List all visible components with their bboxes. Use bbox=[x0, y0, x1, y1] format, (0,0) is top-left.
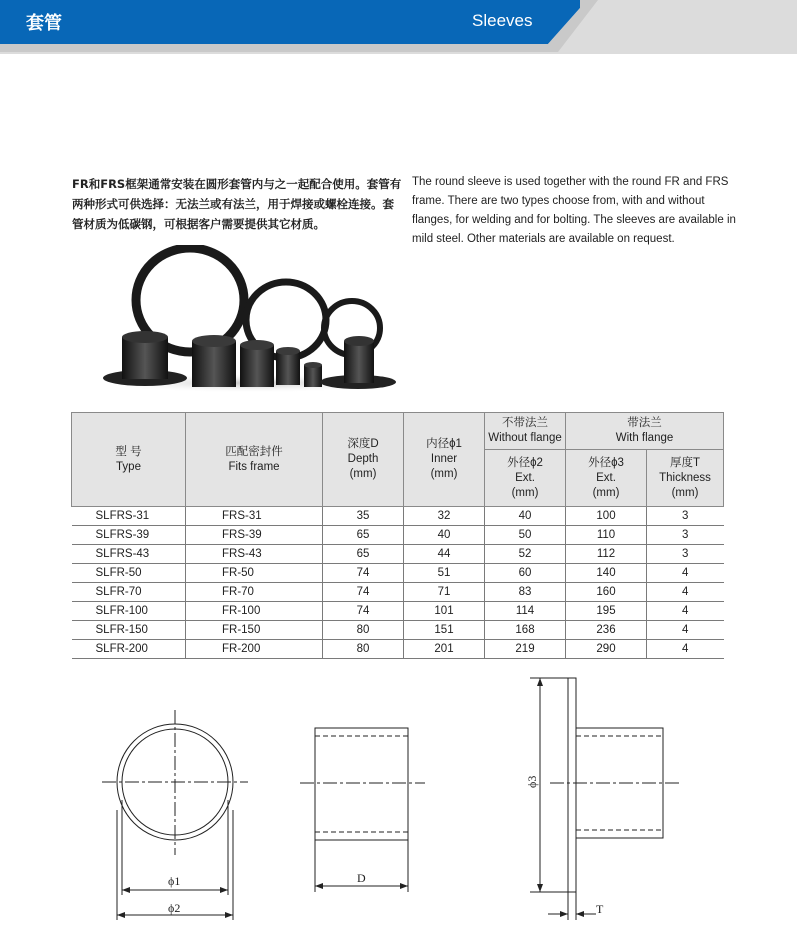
table-cell: 101 bbox=[404, 602, 485, 621]
table-row bbox=[72, 621, 724, 640]
table-cell: 201 bbox=[404, 640, 485, 659]
table-cell: FRS-31 bbox=[186, 507, 323, 526]
table-cell: 112 bbox=[566, 545, 647, 564]
table-cell: 60 bbox=[485, 564, 566, 583]
table-cell: 44 bbox=[404, 545, 485, 564]
header-depth: 深度D Depth (mm) bbox=[323, 413, 404, 507]
table-cell: 74 bbox=[323, 583, 404, 602]
flanged-view-drawing bbox=[530, 678, 680, 920]
table-cell: 160 bbox=[566, 583, 647, 602]
table-cell: SLFR-50 bbox=[72, 564, 186, 583]
table-cell: 51 bbox=[404, 564, 485, 583]
front-view-drawing bbox=[102, 710, 248, 920]
technical-drawings bbox=[0, 670, 797, 938]
table-cell: 114 bbox=[485, 602, 566, 621]
table-cell: 100 bbox=[566, 507, 647, 526]
label-thickness: T bbox=[596, 902, 604, 916]
table-cell: 80 bbox=[323, 640, 404, 659]
table-cell: 236 bbox=[566, 621, 647, 640]
table-cell: SLFRS-39 bbox=[72, 526, 186, 545]
table-row bbox=[72, 507, 724, 526]
table-cell: SLFR-70 bbox=[72, 583, 186, 602]
table-cell: 80 bbox=[323, 621, 404, 640]
table-row bbox=[72, 564, 724, 583]
table-cell: 74 bbox=[323, 564, 404, 583]
side-view-drawing bbox=[300, 728, 425, 892]
table-cell: FRS-43 bbox=[186, 545, 323, 564]
header-ext-phi3: 外径ϕ3 Ext. (mm) bbox=[566, 450, 647, 507]
table-cell: 50 bbox=[485, 526, 566, 545]
table-cell: 3 bbox=[647, 526, 724, 545]
table-cell: 4 bbox=[647, 602, 724, 621]
table-cell: SLFRS-31 bbox=[72, 507, 186, 526]
table-cell: 40 bbox=[404, 526, 485, 545]
description-english: The round sleeve is used together with the round FR and FRS frame. There are two types choose from, with and without flanges, for welding and for bolting. The sleeves are available in mild steel. Other materials are available on request. bbox=[412, 176, 736, 245]
table-cell: FRS-39 bbox=[186, 526, 323, 545]
header-type: 型 号 Type bbox=[72, 413, 186, 507]
table-cell: 151 bbox=[404, 621, 485, 640]
header-inner: 内径ϕ1 Inner (mm) bbox=[404, 413, 485, 507]
table-cell: 110 bbox=[566, 526, 647, 545]
table-cell: 40 bbox=[485, 507, 566, 526]
table-row bbox=[72, 526, 724, 545]
header-ext-phi2: 外径ϕ2 Ext. (mm) bbox=[485, 450, 566, 507]
table-cell: FR-100 bbox=[186, 602, 323, 621]
table-cell: 65 bbox=[323, 526, 404, 545]
table-cell: 35 bbox=[323, 507, 404, 526]
table-cell: FR-50 bbox=[186, 564, 323, 583]
header-fits-frame: 匹配密封件 Fits frame bbox=[186, 413, 323, 507]
table-cell: 65 bbox=[323, 545, 404, 564]
table-cell: 290 bbox=[566, 640, 647, 659]
header-banner bbox=[0, 0, 797, 60]
header-without-flange: 不带法兰 Without flange bbox=[485, 413, 566, 450]
table-cell: 4 bbox=[647, 583, 724, 602]
title-chinese: 套管 bbox=[26, 13, 62, 34]
table-cell: 83 bbox=[485, 583, 566, 602]
table-cell: 168 bbox=[485, 621, 566, 640]
spec-table-body bbox=[72, 507, 724, 659]
table-cell: 4 bbox=[647, 564, 724, 583]
table-cell: 4 bbox=[647, 621, 724, 640]
header-with-flange: 带法兰 With flange bbox=[566, 413, 724, 450]
table-cell: SLFR-100 bbox=[72, 602, 186, 621]
table-cell: 32 bbox=[404, 507, 485, 526]
table-cell: 219 bbox=[485, 640, 566, 659]
title-english: Sleeves bbox=[472, 11, 533, 30]
table-cell: SLFR-200 bbox=[72, 640, 186, 659]
table-cell: 140 bbox=[566, 564, 647, 583]
label-phi1: ϕ1 bbox=[168, 874, 181, 888]
table-cell: 74 bbox=[323, 602, 404, 621]
table-row bbox=[72, 545, 724, 564]
table-cell: 4 bbox=[647, 640, 724, 659]
table-row bbox=[72, 602, 724, 621]
label-phi3: ϕ3 bbox=[525, 775, 539, 788]
header-thickness: 厚度T Thickness (mm) bbox=[647, 450, 724, 507]
table-row bbox=[72, 640, 724, 659]
table-cell: 3 bbox=[647, 545, 724, 564]
table-cell: 3 bbox=[647, 507, 724, 526]
page-header bbox=[0, 0, 797, 60]
table-cell: 195 bbox=[566, 602, 647, 621]
table-row bbox=[72, 583, 724, 602]
table-cell: FR-200 bbox=[186, 640, 323, 659]
description-chinese: FR和FRS框架通常安装在圆形套管内与之一起配合使用。套管有两种形式可供选择：无法兰或有法兰，用于焊接或螺栓连接。套管材质为低碳钢，可根据客户需要提供其它材质。 bbox=[72, 177, 402, 231]
table-cell: 71 bbox=[404, 583, 485, 602]
sleeves-photo bbox=[100, 245, 400, 395]
table-cell: SLFR-150 bbox=[72, 621, 186, 640]
spec-table bbox=[71, 412, 724, 659]
label-depth: D bbox=[357, 871, 366, 885]
label-phi2: ϕ2 bbox=[168, 901, 181, 915]
table-cell: 52 bbox=[485, 545, 566, 564]
table-cell: FR-150 bbox=[186, 621, 323, 640]
table-cell: SLFRS-43 bbox=[72, 545, 186, 564]
table-cell: FR-70 bbox=[186, 583, 323, 602]
